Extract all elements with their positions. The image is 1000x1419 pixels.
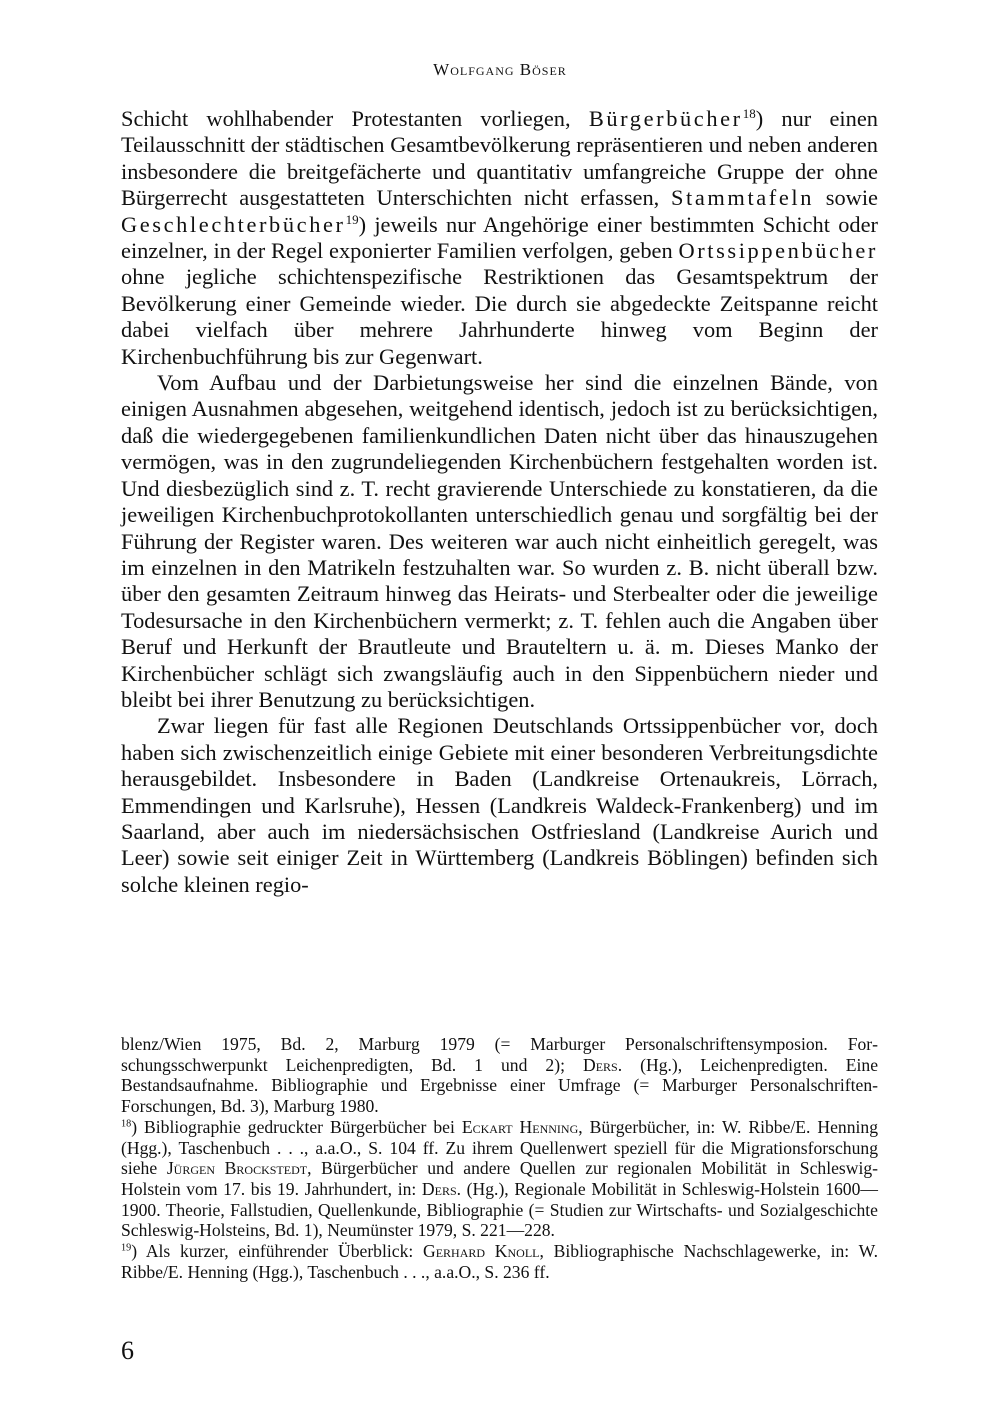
main-text: [121, 106, 878, 898]
text-run: ohne jegliche schichtenspezifische Restriktionen das Gesamtspektrum der Bevölkerung einer Gemeinde wieder. Die durch sie abgedeckte Zeitspanne reicht dabei vielfach über mehrere Jahrhunderte hinweg vom Beginn der Kirchenbuchführung bis zur Gegenwart.: [121, 264, 878, 369]
text-run: ) Als kurzer, einführender Überblick:: [131, 1241, 424, 1262]
page-number: 6: [121, 1336, 134, 1365]
text-run: sowie: [814, 185, 878, 211]
text-run: , Bürgerbücher und andere Quellen zur regionalen Mobilität in Schleswig-Holstein vom 17. bis 19. Jahrhundert, in:: [121, 1158, 878, 1199]
text-run: (Hg.), Leichenpredigten. Eine Bestandsaufnahme. Bibliographie und Ergebnisse einer Umfrage (= Marburger Personalschriften-Forschungen, Bd. 3), Marburg 1980.: [121, 1054, 879, 1117]
text-run: ) Bibliographie gedruckter Bürgerbücher bei: [131, 1116, 462, 1137]
footnotes: [121, 1034, 878, 1282]
paragraph-3: Zwar liegen für fast alle Regionen Deutschlands Ortssippenbücher vor, doch haben sich zwischenzeitlich einige Gebiete mit einer besonderen Verbreitungsdichte herausgebildet. Insbesondere in Baden (Landkreise Ortenaukreis, Lörrach, Emmendingen und Karlsruhe), Hessen (Landkreis Waldeck-Frankenberg) und im Saarland, aber auch im niedersächsischen Ostfriesland (Landkreise Aurich und Leer) sowie seit einiger Zeit in Württemberg (Landkreis Böblingen) befinden sich solche kleinen regio-: [121, 713, 878, 897]
text-run: (Hg.), Regionale Mobilität in Schleswig-Holstein 1600—1900. Theorie, Fallstudien, Quellenkunde, Bibliographie (= Studien zur Wirtschafts- und Sozialgeschichte Schleswig-Holsteins, Bd. 1), Neumünster 1979, S. 221—228.: [121, 1178, 878, 1241]
author-name: Eckart Henning: [461, 1116, 579, 1137]
author-name: Jürgen Brockstedt: [166, 1158, 308, 1179]
spaced-term-ortssippenbuecher: Ortssippenbücher: [678, 238, 878, 264]
text-run: , Bibliographische Nachschlagewerke, in: W. Ribbe/E. Henning (Hgg.), Taschenbuch . . ., a.a.O., S. 236 ff.: [121, 1241, 879, 1282]
running-head: Wolfgang Böser: [433, 60, 567, 79]
text-run: ) nur einen Teilausschnitt der städtischen Gesamtbevölkerung repräsentieren und neben anderen insbesondere die breitgefächerte und quantitativ umfangreiche Gruppe der ohne Bürgerrecht ausgestatteten Unterschichten nicht erfassen,: [121, 106, 878, 211]
paragraph-2: Vom Aufbau und der Darbietungsweise her sind die einzelnen Bände, von einigen Ausnahmen abgesehen, weitgehend identisch, jedoch ist zu berücksichtigen, daß die wiedergegebenen familienkundlichen Daten nicht über das hinauszugehen vermögen, was in den zugrundeliegenden Kirchenbüchern festgehalten worden ist. Und diesbezüglich sind z. T. recht gravierende Unterschiede zu konstatieren, da die jeweiligen Kirchenbuchprotokollanten unterschiedlich genau und sorgfältig bei der Führung der Register waren. Des weiteren war auch nicht einheitlich geregelt, was im einzelnen in den Matrikeln festzuhalten war. So wurden z. B. nicht überall bzw. über den gesamten Zeitraum hinweg das Heirats- und Sterbealter oder die jeweilige Todesursache in den Kirchenbüchern vermerkt; z. T. fehlen auch die Angaben über Beruf und Herkunft der Brautleute und Brauteltern u. ä. m. Dieses Manko der Kirchenbücher schlägt sich zwangsläufig auch in den Sippenbüchern nieder und bleibt bei ihrer Benutzung zu berücksichtigen.: [121, 370, 878, 712]
author-name: Ders.: [583, 1054, 623, 1075]
text-run: blenz/Wien 1975, Bd. 2, Marburg 1979 (= Marburger Personalschriftensymposion. Forschungsschwerpunkt Leichenpredigten, Bd. 1 und 2);: [121, 1034, 878, 1075]
spaced-term-geschlechterbuecher: Geschlechterbücher: [121, 211, 346, 237]
spaced-term-stammtafeln: Stammtafeln: [671, 185, 815, 211]
footnote-mark: 18: [121, 1118, 132, 1130]
text-run: , Bürgerbücher, in: W. Ribbe/E. Henning (Hgg.), Taschenbuch . . ., a.a.O., S. 104 ff. Zu ihrem Quellenwert speziell für die Migrationsforschung siehe: [121, 1116, 879, 1179]
spaced-term-buergerbuecher: Bürgerbücher: [588, 106, 743, 131]
footnote-mark: 19: [121, 1242, 132, 1254]
footnote-continuation: [121, 1034, 878, 1117]
text-run: Schicht wohlhabender Protestanten vorliegen,: [121, 106, 589, 131]
footnote-ref-18: 18: [742, 105, 756, 121]
footnote-18: [121, 1117, 878, 1241]
footnote-19: [121, 1241, 878, 1282]
footnote-ref-19: 19: [345, 211, 359, 227]
author-name: Gerhard Knoll: [423, 1241, 540, 1262]
paragraph-1: [121, 106, 878, 370]
text-run: ) jeweils nur Angehörige einer bestimmten Schicht oder einzelner, in der Regel exponierter Familien verfolgen, geben: [121, 211, 878, 264]
author-name: Ders.: [421, 1178, 462, 1199]
